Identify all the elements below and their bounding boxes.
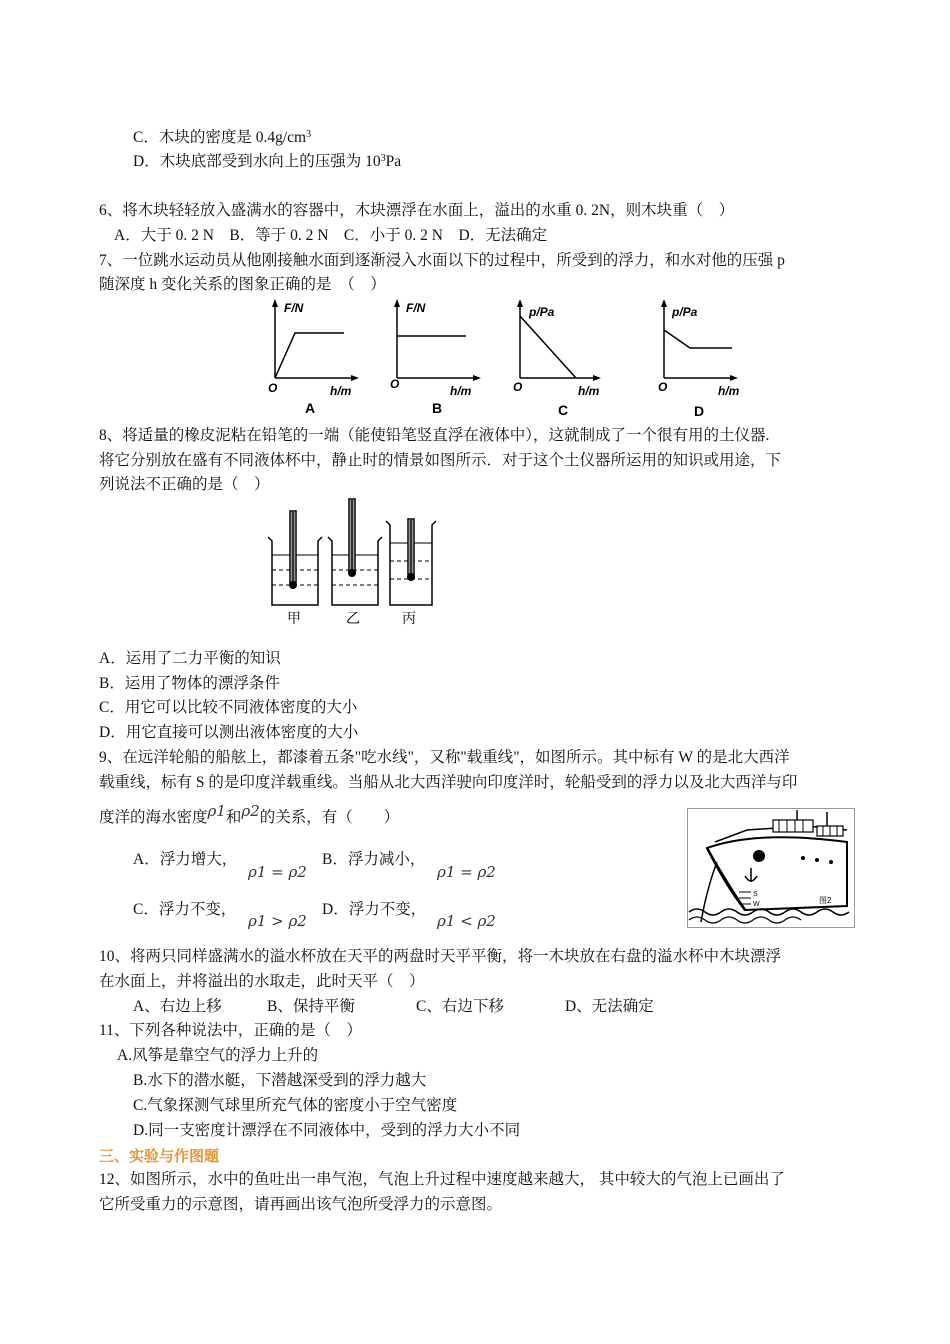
q7-c-letter: C xyxy=(558,402,569,418)
q7-a-ylabel: F/N xyxy=(284,301,304,315)
q7-stem-line1: 7、一位跳水运动员从他刚接触水面到逐渐浸入水面以下的过程中，所受到的浮力，和水对他的压强 p xyxy=(99,252,785,269)
q8-option-d: D．用它直接可以测出液体密度的大小 xyxy=(99,724,359,741)
q8-option-a: A．运用了二力平衡的知识 xyxy=(99,650,281,667)
q10-stem-line1: 10、将两只同样盛满水的溢水杯放在天平的两盘时天平平衡，将一木块放在右盘的溢水杯中木块漂浮 xyxy=(99,948,782,965)
q7-d-letter: D xyxy=(694,403,705,419)
q8-option-c: C．用它可以比较不同液体密度的大小 xyxy=(99,699,358,716)
q7-graph-a xyxy=(268,299,359,416)
q9-option-b: B．浮力减小， xyxy=(322,851,426,868)
q9-ship-fig-label: 图2 xyxy=(819,896,832,905)
q10-stem-line2: 在水面上，并将溢出的水取走，此时天平（ ） xyxy=(99,973,425,990)
q7-d-ylabel: p/Pa xyxy=(672,305,698,319)
q8-label-jia: 甲 xyxy=(287,610,301,626)
q9-ship-mark-s: S xyxy=(753,891,758,898)
q7-stem-line2: 随深度 h 变化关系的图象正确的是 （ ） xyxy=(99,276,386,293)
q7-graph-d xyxy=(658,299,740,419)
q9-stem-line3: 度洋的海水密度ρ1和ρ2的关系，有（ ） xyxy=(99,802,400,826)
q8-beaker-bing xyxy=(386,519,436,626)
q7-d-xlabel: h/m xyxy=(718,384,740,398)
q7-graph-c xyxy=(513,299,601,418)
q10-option-c: C、右边下移 xyxy=(416,998,504,1015)
q8-label-bing: 丙 xyxy=(402,610,416,626)
section-heading: 三、实验与作图题 xyxy=(99,1147,220,1165)
q12-stem-line1: 12、如图所示，水中的鱼吐出一串气泡，气泡上升过程中速度越来越大， 其中较大的气泡上已画出了 xyxy=(99,1171,785,1188)
q9-option-d: D．浮力不变， xyxy=(322,901,427,918)
q9-option-d-relation: ρ1 < ρ2 xyxy=(437,912,496,930)
q7-c-xlabel: h/m xyxy=(578,384,600,398)
q7-d-origin: O xyxy=(658,380,668,394)
q5-option-c: C．木块的密度是 $0.4g/cm^3$ xyxy=(133,129,312,146)
q11-option-d: D.同一支密度计漂浮在不同液体中，受到的浮力大小不同 xyxy=(133,1122,521,1139)
q12-stem-line2: 它所受重力的示意图，请再画出该气泡所受浮力的示意图。 xyxy=(99,1196,503,1213)
q8-stem-line1: 8、将适量的橡皮泥粘在铅笔的一端（能使铅笔竖直浮在液体中），这就制成了一个很有用的土仪器. xyxy=(99,427,770,444)
q7-b-xlabel: h/m xyxy=(450,384,472,398)
q9-ship-mark-w: W xyxy=(753,901,760,908)
q11-option-b: B.水下的潜水艇，下潜越深受到的浮力越大 xyxy=(133,1072,427,1089)
q9-ship-figure xyxy=(687,808,855,928)
q7-c-ylabel: p/Pa xyxy=(529,305,555,319)
q11-option-c: C.气象探测气球里所充气体的密度小于空气密度 xyxy=(133,1097,458,1114)
q7-graphs-figure xyxy=(262,296,752,420)
q7-c-origin: O xyxy=(513,380,523,394)
q10-option-b: B、保持平衡 xyxy=(267,998,355,1015)
q9-option-a: A．浮力增大， xyxy=(133,851,238,868)
q10-option-d: D、无法确定 xyxy=(565,998,654,1015)
q9-stem-line2: 载重线，标有 S 的是印度洋载重线。当船从北大西洋驶向印度洋时，轮船受到的浮力以及北大西洋与印 xyxy=(99,774,798,791)
q9-option-b-relation: ρ1 = ρ2 xyxy=(437,863,496,881)
q8-option-b: B．运用了物体的漂浮条件 xyxy=(99,675,280,692)
q7-graph-b xyxy=(390,299,481,416)
q8-beaker-yi xyxy=(328,499,382,626)
q9-option-c: C．浮力不变， xyxy=(133,901,237,918)
q9-rho2: ρ2 xyxy=(241,802,260,820)
q8-beaker-jia xyxy=(268,511,322,626)
q11-stem: 11、下列各种说法中，正确的是（ ） xyxy=(99,1022,362,1039)
q8-stem-line2: 将它分别放在盛有不同液体杯中，静止时的情景如图所示．对于这个土仪器所运用的知识或用途，下 xyxy=(99,452,782,469)
q9-option-c-relation: ρ1 > ρ2 xyxy=(248,912,307,930)
q8-stem-line3: 列说法不正确的是（ ） xyxy=(99,476,270,493)
q9-option-a-relation: ρ1 = ρ2 xyxy=(248,863,307,881)
q8-beakers-figure xyxy=(262,495,442,630)
q7-b-origin: O xyxy=(390,377,400,391)
q11-option-a: A.风筝是靠空气的浮力上升的 xyxy=(117,1047,319,1064)
q7-a-origin: O xyxy=(268,381,278,395)
q5-option-d: D．木块底部受到水向上的压强为 $10^3Pa$ xyxy=(133,153,402,170)
q9-rho1: ρ1 xyxy=(207,802,226,820)
q10-option-a: A、右边上移 xyxy=(133,998,222,1015)
q7-a-xlabel: h/m xyxy=(330,384,352,398)
q6-options: A．大于 0. 2 N B．等于 0. 2 N C．小于 0. 2 N D．无法确定 xyxy=(114,227,548,244)
q8-label-yi: 乙 xyxy=(346,610,360,626)
q6-stem: 6、将木块轻轻放入盛满水的容器中，木块漂浮在水面上，溢出的水重 0. 2N，则木块重（ ） xyxy=(99,202,735,219)
q7-b-letter: B xyxy=(432,400,443,416)
q7-b-ylabel: F/N xyxy=(406,301,426,315)
q7-a-letter: A xyxy=(305,400,316,416)
q9-stem-line1: 9、在远洋轮船的船舷上，都漆着五条"吃水线"，又称"载重线"，如图所示。其中标有 W 的是北大西洋 xyxy=(99,749,790,766)
